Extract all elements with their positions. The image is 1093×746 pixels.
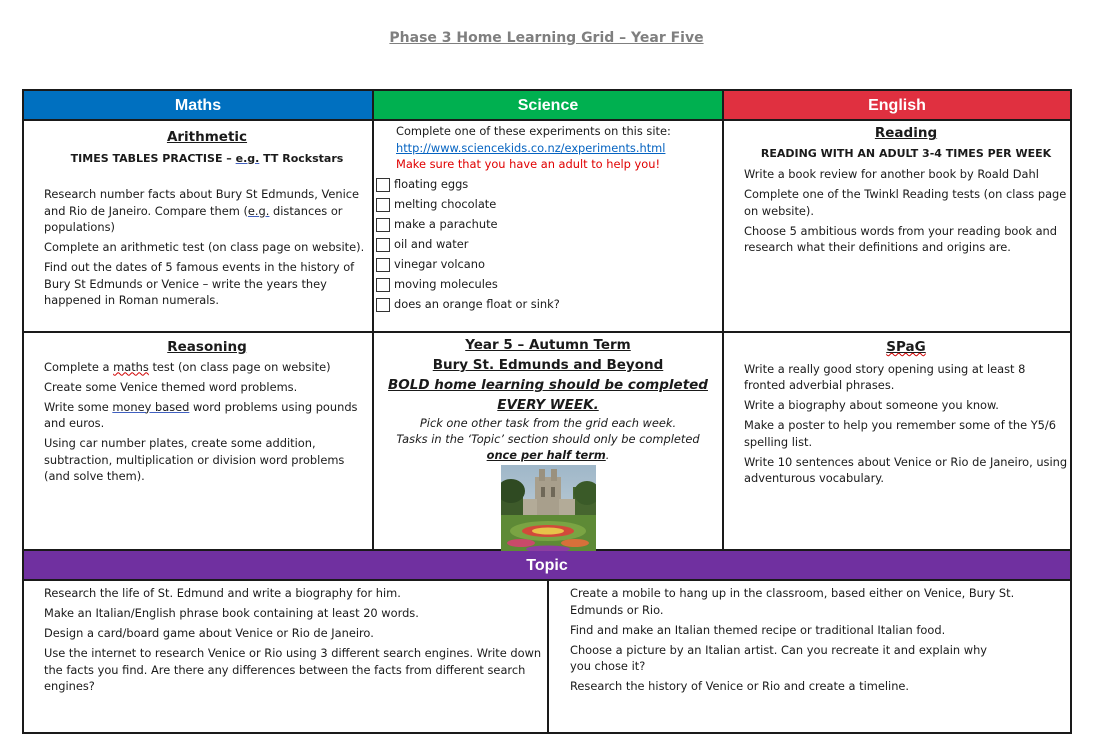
arithmetic-title: Arithmetic [166,129,248,145]
topic-right-cell [570,585,1066,698]
task-maths: maths [113,359,149,374]
checkbox[interactable] [376,178,390,192]
reasoning-task: Create some Venice themed word problems. [44,379,298,394]
divider [24,119,1070,121]
half-term-line [376,447,720,463]
experiment-list [376,175,720,315]
reasoning-task [44,399,370,432]
abbey-garden-image [501,465,596,553]
times-tables-line [44,151,370,168]
maths-task [44,186,370,236]
english-reading-cell [744,125,1068,259]
term-title: Year 5 – Autumn Term [465,337,631,353]
science-cell [376,123,720,315]
divider [372,91,374,550]
topic-task: Create a mobile to hang up in the classroom, based either on Venice, Bury St. Edmunds or Rio. [570,586,1015,617]
reasoning-task: Using car number plates, create some addition, subtraction, multiplication or division word problems (and solve them). [44,436,345,483]
reading-caps: READING WITH AN ADULT 3-4 TIMES PER WEEK [760,146,1052,160]
task-text: distances or populations) [44,203,343,234]
experiment-item[interactable] [376,255,720,275]
divider [24,331,1070,333]
experiment-label: vinegar volcano [394,257,485,272]
science-link[interactable]: http://www.sciencekids.co.nz/experiments.html [396,140,666,155]
experiment-item[interactable] [376,295,720,315]
task-text: word problems using pounds and euros. [44,399,358,430]
experiment-label: make a parachute [394,217,498,232]
reading-title: Reading [874,125,938,141]
divider [722,91,724,550]
task-money-based: money based [112,399,190,414]
header-maths: Maths [24,91,372,119]
checkbox[interactable] [376,238,390,252]
tt-prefix: TIMES TABLES PRACTISE – [70,151,236,165]
maths-task: Complete an arithmetic test (on class page on website). [44,240,365,254]
experiment-item[interactable] [376,275,720,295]
task-text: Complete a [44,359,114,374]
learning-grid [22,89,1072,734]
english-task: Complete one of the Twinkl Reading tests (on class page on website). [744,187,1067,218]
spag-title-text: SPaG [886,339,926,355]
science-warning: Make sure that you have an adult to help you! [396,157,661,171]
spag-task: Write a biography about someone you know. [744,398,999,412]
topic-task: Research the history of Venice or Rio and create a timeline. [570,679,910,693]
tt-suffix: TT Rockstars [259,151,344,165]
experiment-label: does an orange float or sink? [394,297,560,312]
pick-task: Pick one other task from the grid each week. [419,416,677,430]
topic-task: Choose a picture by an Italian artist. Can you recreate it and explain why you chose it? [570,642,988,673]
half-term: once per half term [486,448,606,462]
header-science: Science [374,91,722,119]
experiment-item[interactable] [376,175,720,195]
tt-eg: e.g. [235,151,260,165]
experiment-label: floating eggs [394,177,469,192]
checkbox[interactable] [376,218,390,232]
experiment-label: oil and water [394,237,469,252]
spag-title [744,339,1068,356]
experiment-item[interactable] [376,215,720,235]
topic-left-cell [44,585,544,698]
spag-task: Write a really good story opening using at least 8 fronted adverbial phrases. [744,361,1026,392]
checkbox[interactable] [376,198,390,212]
task-text: test (on class page on website) [148,359,331,374]
maths-task: Find out the dates of 5 famous events in the history of Bury St Edmunds or Venice – write the years they happened in Roman numerals. [44,260,355,307]
topic-note: Tasks in the ‘Topic’ section should only be completed [396,432,700,446]
reasoning-task [44,359,370,376]
topic-task: Find and make an Italian themed recipe or traditional Italian food. [570,622,946,637]
task-eg: e.g. [247,203,270,218]
english-task: Choose 5 ambitious words from your reading book and research what their definitions and origins are. [744,223,1058,254]
divider [547,579,549,732]
center-info-cell [376,335,720,553]
topic-task: Use the internet to research Venice or Rio using 3 different search engines. Write down the facts you find. Are there any differences between the facts from different search engines? [44,646,542,693]
header-english: English [724,91,1070,119]
task-text: Write some [44,399,113,414]
spag-task: Write 10 sentences about Venice or Rio de Janeiro, using adventurous vocabulary. [744,454,1068,485]
maths-arithmetic-cell [44,129,370,312]
task-text: Research number facts about Bury St Edmunds, Venice and Rio de Janeiro. Compare them ( [44,187,360,218]
maths-reasoning-cell [44,339,370,488]
header-topic: Topic [24,551,1070,579]
page-title: Phase 3 Home Learning Grid – Year Five [389,30,704,46]
checkbox[interactable] [376,298,390,312]
english-task: Write a book review for another book by Roald Dahl [744,167,1039,181]
topic-task: Design a card/board game about Venice or Rio de Janeiro. [44,626,374,640]
topic-title: Bury St. Edmunds and Beyond [432,357,664,373]
experiment-label: moving molecules [394,277,498,292]
half-term-end: . [605,448,610,462]
experiment-item[interactable] [376,235,720,255]
experiment-item[interactable] [376,195,720,215]
science-intro: Complete one of these experiments on this site: [396,124,671,138]
reasoning-title: Reasoning [167,339,247,355]
bold-instruction: BOLD home learning should be completed [388,377,708,393]
checkbox[interactable] [376,258,390,272]
checkbox[interactable] [376,278,390,292]
experiment-label: melting chocolate [394,197,497,212]
spag-task: Make a poster to help you remember some of the Y5/6 spelling list. [744,418,1057,449]
english-spag-cell [744,339,1068,490]
every-week: EVERY WEEK. [497,397,599,413]
topic-task: Make an Italian/English phrase book containing at least 20 words. [44,606,419,620]
topic-task: Research the life of St. Edmund and write a biography for him. [44,586,401,600]
